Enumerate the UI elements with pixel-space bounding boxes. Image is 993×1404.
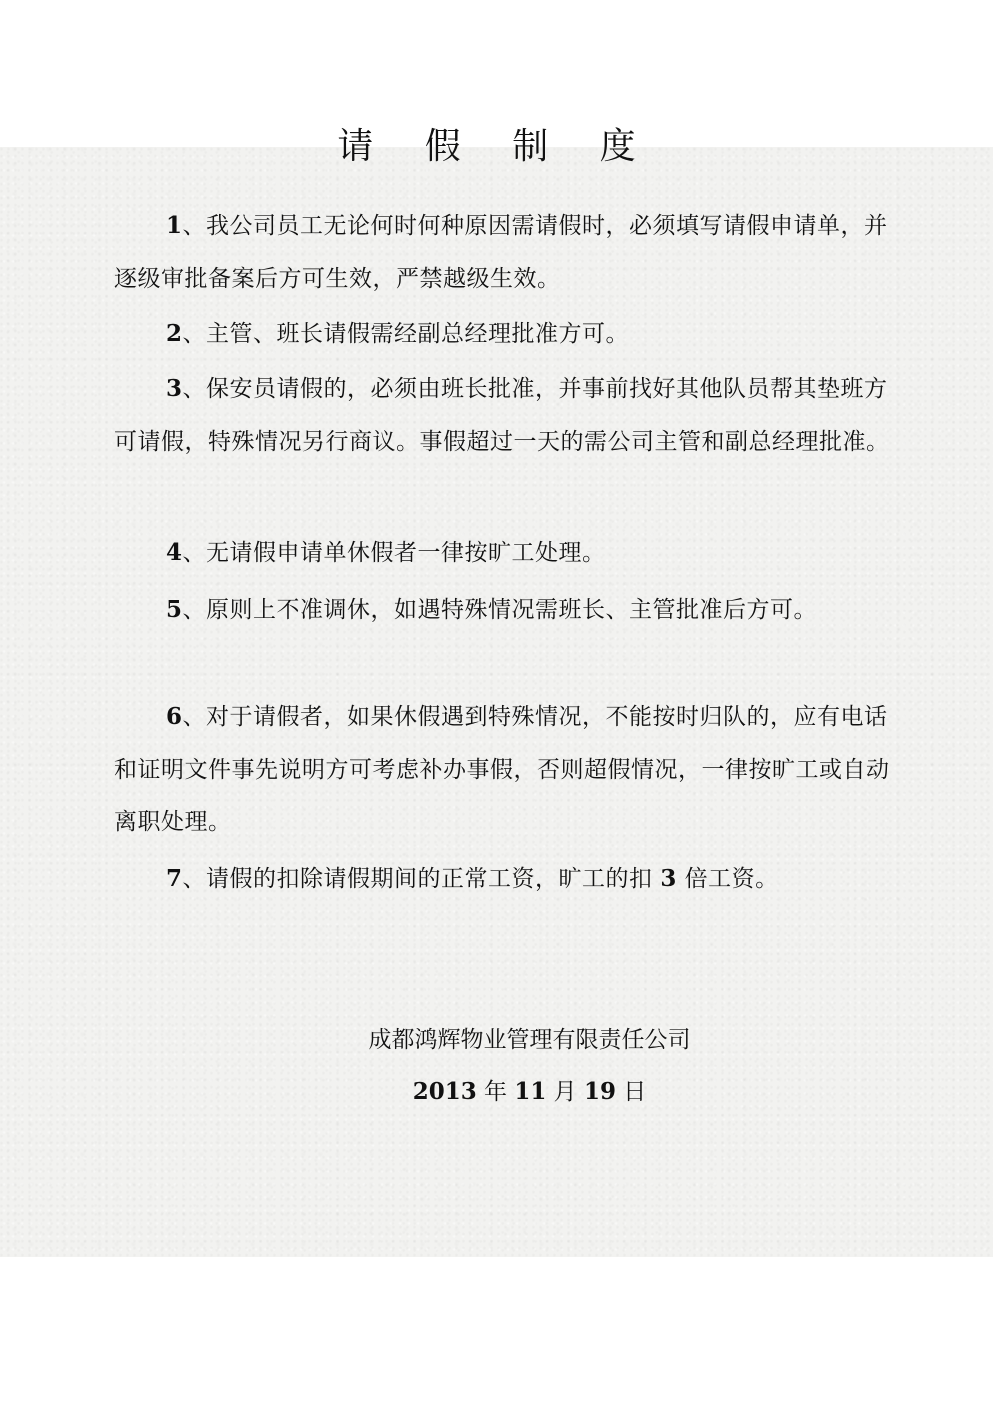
clause-text: 、我公司员工无论何时何种原因需请假时，必须填写请假申请单，并逐级审批备案后方可生效，严禁越级生效。 <box>114 213 888 292</box>
clause-number: 6 <box>166 703 183 730</box>
clause-text: 、原则上不准调休，如遇特殊情况需班长、主管批准后方可。 <box>182 597 818 623</box>
clause-5 <box>114 584 894 637</box>
date-year-unit: 年 <box>476 1079 515 1105</box>
date-month-unit: 月 <box>546 1079 584 1105</box>
clause-number: 1 <box>166 212 183 239</box>
clause-text: 、保安员请假的，必须由班长批准，并事前找好其他队员帮其垫班方可请假，特殊情况另行商议。事假超过一天的需公司主管和副总经理批准。 <box>114 376 890 455</box>
clause-bold-value: 3 <box>660 865 677 892</box>
date-month: 11 <box>514 1078 547 1105</box>
clause-7 <box>114 853 894 906</box>
clause-text: 、对于请假者，如果休假遇到特殊情况，不能按时归队的，应有电话和证明文件事先说明方可考虑补办事假，否则超假情况，一律按旷工或自动离职处理。 <box>114 704 890 835</box>
clause-2 <box>114 308 894 361</box>
clause-number: 7 <box>166 865 183 892</box>
clause-4 <box>114 527 894 580</box>
clause-number: 3 <box>166 375 183 402</box>
date-year: 2013 <box>412 1078 477 1105</box>
company-name: 成都鸿辉物业管理有限责任公司 <box>368 1027 691 1053</box>
clause-text: 、无请假申请单休假者一律按旷工处理。 <box>182 540 606 566</box>
date-day-unit: 日 <box>615 1079 647 1105</box>
clause-number: 4 <box>166 539 183 566</box>
clause-text: 、请假的扣除请假期间的正常工资，旷工的扣 <box>182 866 661 892</box>
clause-3 <box>114 363 894 468</box>
clause-number: 2 <box>166 320 183 347</box>
clause-6 <box>114 691 894 849</box>
clause-number: 5 <box>166 596 183 623</box>
clause-text: 、主管、班长请假需经副总经理批准方可。 <box>182 321 630 347</box>
document-title: 请 假 制 度 <box>337 126 656 167</box>
document-date <box>0 1068 993 1116</box>
clause-1 <box>114 200 894 305</box>
clause-text: 倍工资。 <box>676 866 779 892</box>
date-day: 19 <box>583 1078 616 1105</box>
